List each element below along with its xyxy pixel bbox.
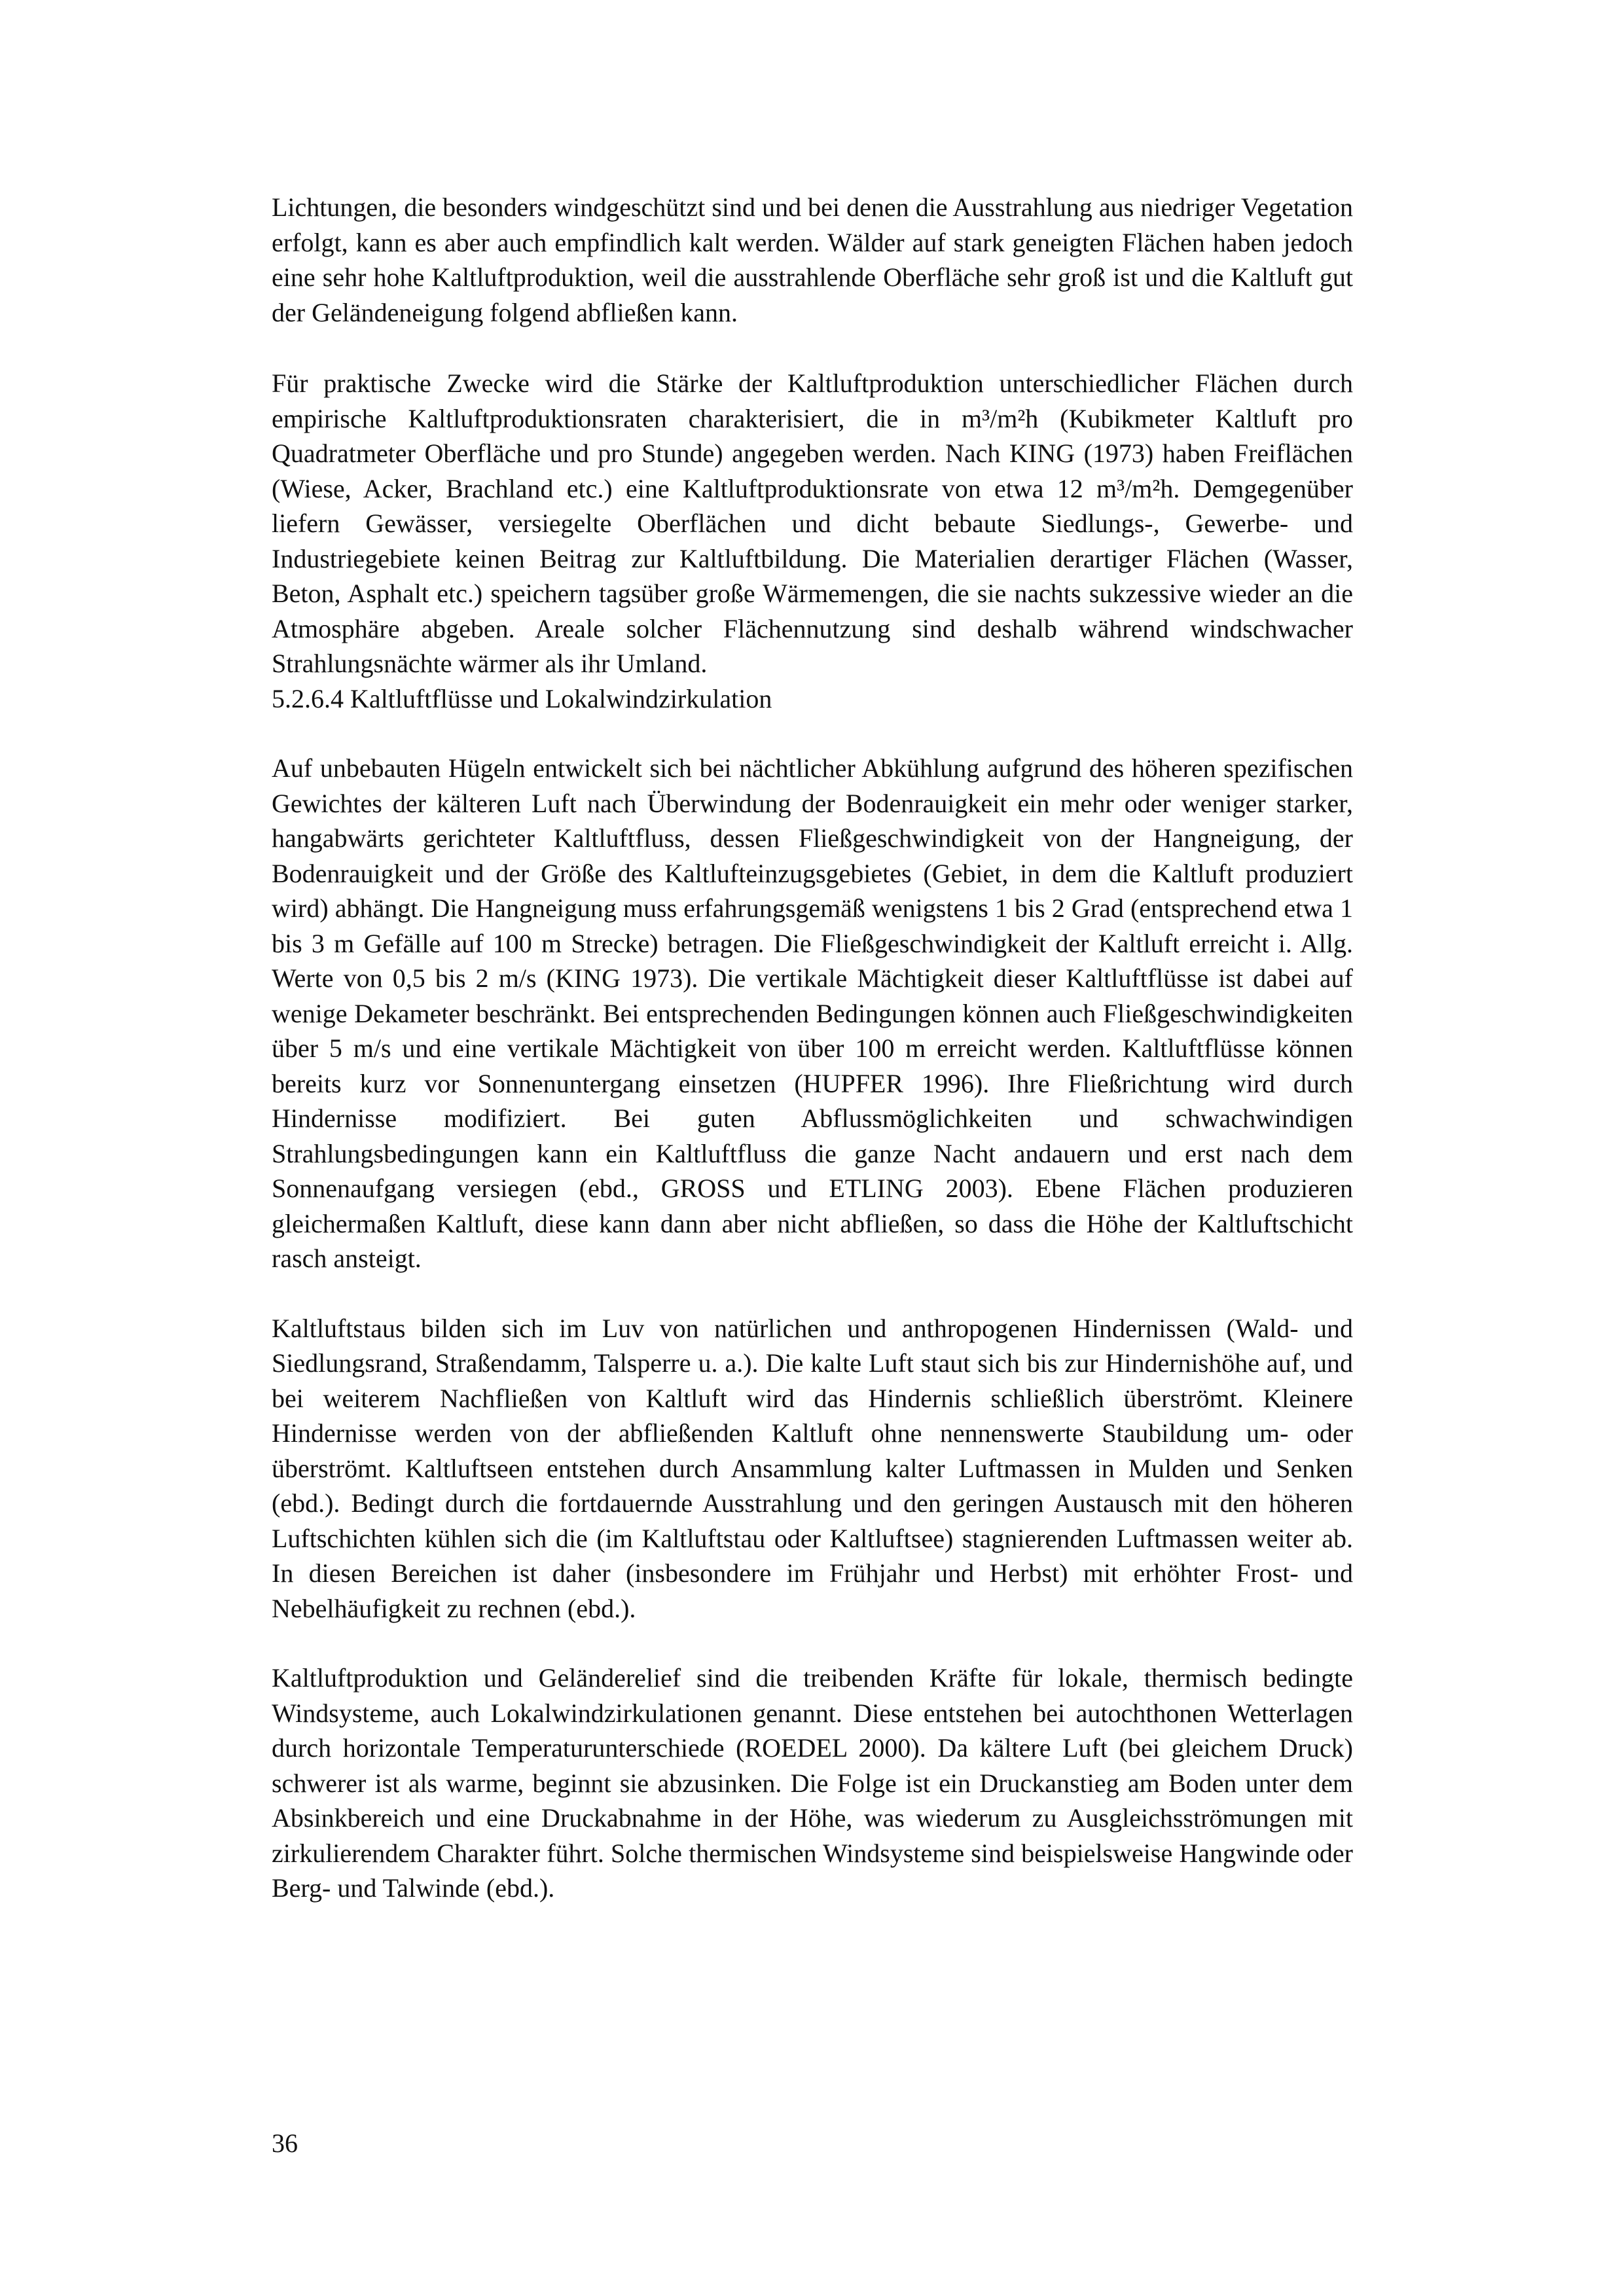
section-heading: 5.2.6.4 Kaltluftflüsse und Lokalwindzirkulation — [272, 683, 772, 713]
paragraph-cold-air-flows: Auf unbebauten Hügeln entwickelt sich bei nächtlicher Abkühlung aufgrund des höheren spezifischen Gewichtes der kälteren Luft nach Überwindung der Bodenrauigkeit ein mehr oder weniger starker, hangabwärts gerichteter Kaltluftfluss, dessen Fließgeschwindigkeit von der Hangneigung, der Bodenrauigkeit und der Größe des Kaltlufteinzugsgebietes (Gebiet, in dem die Kaltluft produziert wird) abhängt. Die Hangneigung muss erfahrungsgemäß wenigstens 1 bis 2 Grad (entsprechend etwa 1 bis 3 m Gefälle auf 100 m Strecke) betragen. Die Fließgeschwindigkeit der Kaltluft erreicht i. Allg. Werte von 0,5 bis 2 m/s (KING 1973). Die vertikale Mächtigkeit dieser Kaltluftflüsse ist dabei auf wenige Dekameter beschränkt. Bei entsprechenden Bedingungen können auch Fließgeschwindigkeiten über 5 m/s und eine vertikale Mächtigkeit von über 100 m erreicht werden. Kaltluftflüsse können bereits kurz vor Sonnenuntergang einsetzen (HUPFER 1996). Ihre Fließrichtung wird durch Hindernisse modifiziert. Bei guten Abflussmöglichkeiten und schwachwindigen Strahlungsbedingungen kann ein Kaltluftfluss die ganze Nacht andauern und erst nach dem Sonnenaufgang versiegen (ebd., GROSS und ETLING 2003). Ebene Flächen produzieren gleichermaßen Kaltluft, diese kann dann aber nicht abfließen, so dass die Höhe der Kaltluftschicht rasch ansteigt. — [272, 753, 1353, 1273]
page-body — [272, 190, 1353, 1906]
paragraph-cold-air-production-forests: Lichtungen, die besonders windgeschützt sind und bei denen die Ausstrahlung aus niedriger Vegetation erfolgt, kann es aber auch empfindlich kalt werden. Wälder auf stark geneigten Flächen haben jedoch eine sehr hohe Kaltluftproduktion, weil die ausstrahlende Oberfläche sehr groß ist und die Kaltluft gut der Geländeneigung folgend abfließen kann. — [272, 192, 1353, 327]
page-number: 36 — [272, 2128, 298, 2158]
paragraph-local-wind-systems: Kaltluftproduktion und Geländerelief sind die treibenden Kräfte für lokale, thermisch bedingte Windsysteme, auch Lokalwindzirkulationen genannt. Diese entstehen bei autochthonen Wetterlagen durch horizontale Temperaturunterschiede (ROEDEL 2000). Da kältere Luft (bei gleichem Druck) schwerer ist als warme, beginnt sie abzusinken. Die Folge ist ein Druckanstieg am Boden unter dem Absinkbereich und eine Druckabnahme in der Höhe, was wiederum zu Ausgleichsströmungen mit zirkulierendem Charakter führt. Solche thermischen Windsysteme sind beispielsweise Hangwinde oder Berg- und Talwinde (ebd.). — [272, 1663, 1353, 1903]
paragraph-cold-air-pooling: Kaltluftstaus bilden sich im Luv von natürlichen und anthropogenen Hindernissen (Wald- und Siedlungsrand, Straßendamm, Talsperre u. a.). Die kalte Luft staut sich bis zur Hindernishöhe auf, und bei weiterem Nachfließen von Kaltluft wird das Hindernis schließlich überströmt. Kleinere Hindernisse werden von der abfließenden Kaltluft ohne nennenswerte Staubildung um- oder überströmt. Kaltluftseen entstehen durch Ansammlung kalter Luftmassen in Mulden und Senken (ebd.). Bedingt durch die fortdauernde Ausstrahlung und den geringen Austausch mit den höheren Luftschichten kühlen sich die (im Kaltluftstau oder Kaltluftsee) stagnierenden Luftmassen weiter ab. In diesen Bereichen ist daher (insbesondere im Frühjahr und Herbst) mit erhöhter Frost- und Nebelhäufigkeit zu rechnen (ebd.). — [272, 1313, 1353, 1623]
paragraph-cold-air-production-rates: Für praktische Zwecke wird die Stärke der Kaltluftproduktion unterschiedlicher Flächen durch empirische Kaltluftproduktionsraten charakterisiert, die in m³/m²h (Kubikmeter Kaltluft pro Quadratmeter Oberfläche und pro Stunde) angegeben werden. Nach KING (1973) haben Freiflächen (Wiese, Acker, Brachland etc.) eine Kaltluftproduktionsrate von etwa 12 m³/m²h. Demgegenüber liefern Gewässer, versiegelte Oberflächen und dicht bebaute Siedlungs-, Gewerbe- und Industriegebiete keinen Beitrag zur Kaltluftbildung. Die Materialien derartiger Flächen (Wasser, Beton, Asphalt etc.) speichern tagsüber große Wärmemengen, die sie nachts sukzessive wieder an die Atmosphäre abgeben. Areale solcher Flächennutzung sind deshalb während windschwacher Strahlungsnächte wärmer als ihr Umland. — [272, 368, 1353, 678]
